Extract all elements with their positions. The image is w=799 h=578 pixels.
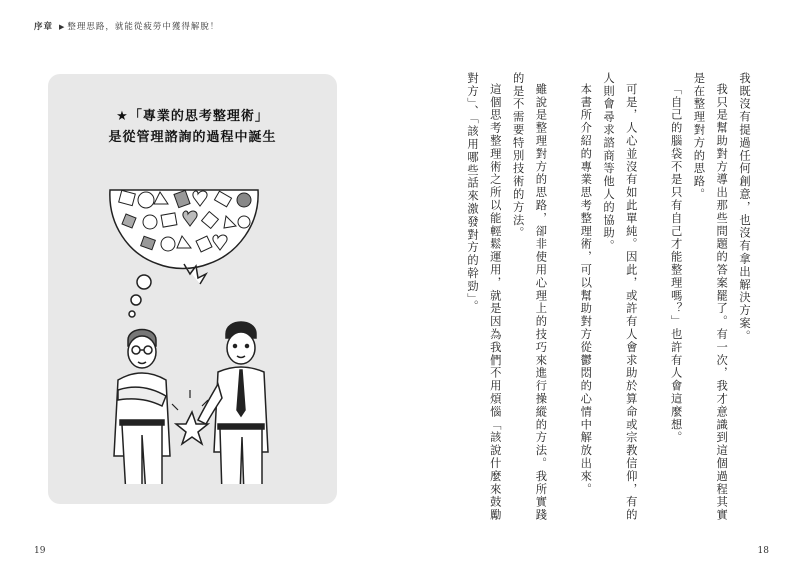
right-page [399, 0, 799, 578]
consultation-illustration [98, 184, 298, 484]
paragraph-2: 我只是幫助對方導出那些問題的答案罷了。有一次，我才意識到這個過程其實是在整理對方的思路。 [692, 72, 729, 522]
page-number-right: 18 [757, 546, 769, 556]
triangle-icon: ▶ [59, 23, 66, 31]
listening-man [114, 330, 170, 485]
chapter-label: 序章 [34, 22, 54, 32]
consultant-man [198, 322, 268, 484]
illustration-panel [48, 74, 337, 504]
paragraph-3: 「自己的腦袋不是只有自己才能整理嗎？」也許有人會這麼想。 [669, 83, 683, 445]
vertical-body-text [438, 72, 755, 532]
paragraph-6: 雖說是整理對方的思路，卻非使用心理上的技巧來進行操縱的方法。我所實踐的是不需要特別技術的方法。 [511, 72, 548, 522]
panel-title-line-1: ★「專業的思考整理術」 [116, 109, 269, 124]
paragraph-1: 我既沒有提過任何創意，也沒有拿出解決方案。 [738, 72, 751, 343]
page-number-left: 19 [34, 546, 46, 556]
paragraph-5: 本書所介紹的專業思考整理術，可以幫助對方從鬱悶的心情中解放出來。 [579, 83, 593, 497]
thought-bubble [110, 190, 258, 317]
left-page [0, 0, 399, 578]
paragraph-7: 這個思考整理術之所以能輕鬆運用，就是因為我們不用煩惱「該說什麼來鼓勵對方」、「該用哪些話來激發對方的幹勁」。 [466, 72, 502, 522]
panel-title-line-2: 是從管理諮詢的過程中誕生 [108, 130, 277, 145]
paragraph-4: 可是，人心並沒有如此單純。因此，或許有人會求助於算命或宗教信仰，有的人則會尋求諮商等他人的協助。 [602, 72, 638, 522]
chapter-title: 整理思路，就能從疲勞中獲得解脫！ [67, 22, 220, 32]
panel-title [48, 106, 337, 148]
running-header [34, 20, 219, 32]
